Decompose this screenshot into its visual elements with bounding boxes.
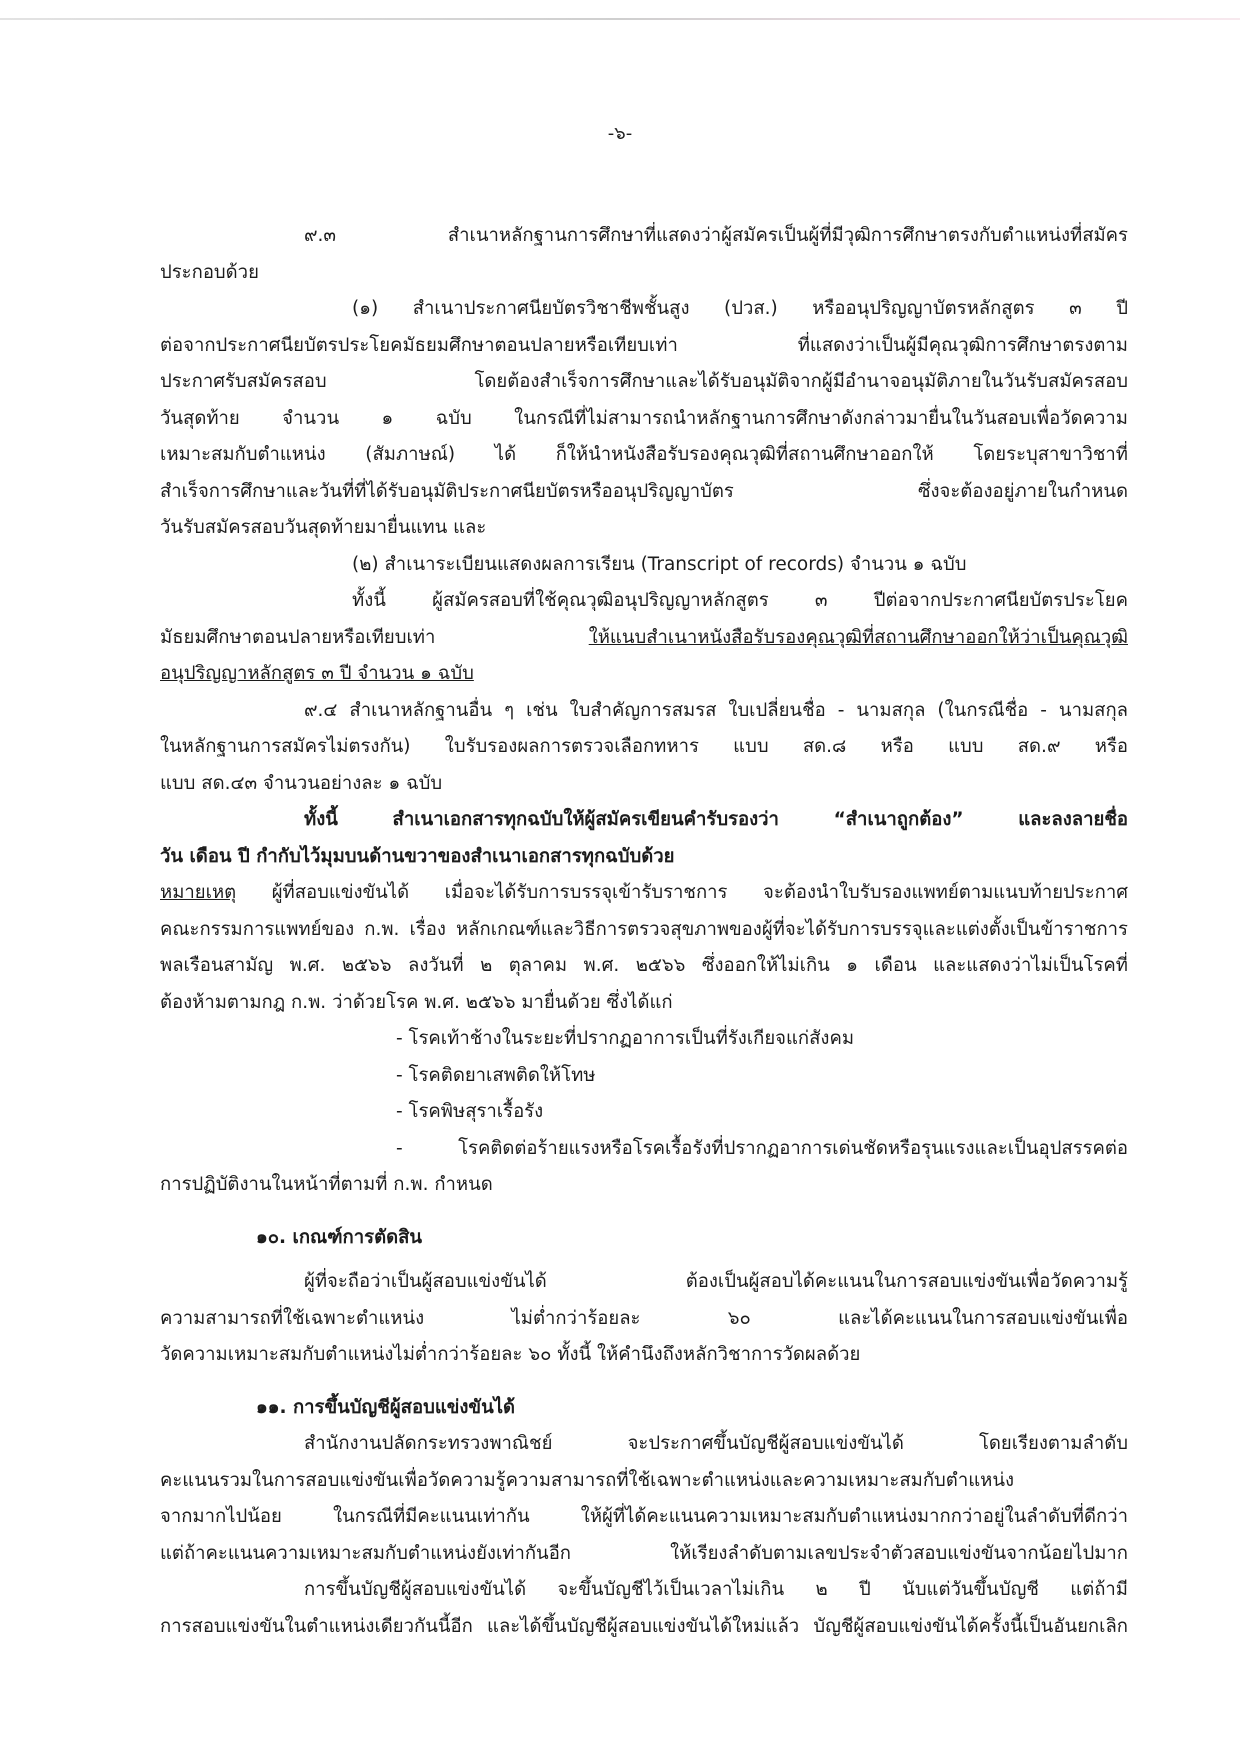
section-heading: ๑๑. การขึ้นบัญชีผู้สอบแข่งขันได้: [256, 1396, 516, 1418]
disease-item: - โรคพิษสุราเรื้อรัง: [396, 1101, 544, 1122]
paragraph-line: คะแนนรวมในการสอบแข่งขันเพื่อวัดความรู้ความสามารถที่ใช้เฉพาะตำแหน่งและความเหมาะสมกับตำแหน่ง: [160, 1469, 1014, 1491]
paragraph-line: วัดความเหมาะสมกับตำแหน่งไม่ต่ำกว่าร้อยละ ๖๐ ทั้งนี้ ให้คำนึงถึงหลักวิชาการวัดผลด้วย: [160, 1344, 861, 1365]
paragraph-line: การขึ้นบัญชีผู้สอบแข่งขันได้ จะขึ้นบัญชีไว้เป็นเวลาไม่เกิน ๒ ปี นับแต่วันขึ้นบัญชี แต่ถ้ามี: [304, 1579, 1128, 1600]
disease-item: - โรคติดต่อร้ายแรงหรือโรคเรื้อรังที่ปรากฏอาการเด่นชัดหรือรุนแรงและเป็นอุปสรรคต่อ: [396, 1137, 1128, 1159]
document-body: [160, 218, 1128, 1645]
paragraph-line: พลเรือนสามัญ พ.ศ. ๒๕๖๖ ลงวันที่ ๒ ตุลาคม พ.ศ. ๒๕๖๖ ซึ่งออกให้ไม่เกิน ๑ เดือน และแสดงว่าไม่เป็นโรคที่: [160, 955, 1128, 976]
section-10: [160, 1220, 1128, 1374]
paragraph-line: (๒) สำเนาระเบียนแสดงผลการเรียน (Transcript of records) จำนวน ๑ ฉบับ: [352, 553, 967, 575]
page-number: -๖-: [607, 123, 633, 144]
paragraph-line: การปฏิบัติงานในหน้าที่ตามที่ ก.พ. กำหนด: [160, 1174, 493, 1195]
paragraph-line: สำนักงานปลัดกระทรวงพาณิชย์ จะประกาศขึ้นบัญชีผู้สอบแข่งขันได้ โดยเรียงตามลำดับ: [304, 1433, 1128, 1454]
paragraph-line: ต้องห้ามตามกฎ ก.พ. ว่าด้วยโรค พ.ศ. ๒๕๖๖ มายื่นด้วย ซึ่งได้แก่: [160, 991, 673, 1013]
underlined-note: อนุปริญญาหลักสูตร ๓ ปี จำนวน ๑ ฉบับ: [160, 663, 474, 684]
paragraph-line: ความสามารถที่ใช้เฉพาะตำแหน่ง ไม่ต่ำกว่าร้อยละ ๖๐ และได้คะแนนในการสอบแข่งขันเพื่อ: [160, 1307, 1128, 1329]
underlined-note: ให้แนบสำเนาหนังสือรับรองคุณวุฒิที่สถานศึกษาออกให้ว่าเป็นคุณวุฒิ: [588, 626, 1128, 648]
paragraph-line: เหมาะสมกับตำแหน่ง (สัมภาษณ์) ได้ ก็ให้นำหนังสือรับรองคุณวุฒิที่สถานศึกษาออกให้ โดยระบุสาขาวิชาที่: [160, 444, 1128, 465]
top-rule: [0, 18, 1240, 20]
note-text: มัธยมศึกษาตอนปลายหรือเทียบเท่า: [160, 626, 589, 648]
paragraph-line: คณะกรรมการแพทย์ของ ก.พ. เรื่อง หลักเกณฑ์และวิธีการตรวจสุขภาพของผู้ที่จะได้รับการบรรจุและแต่งตั้งเป็นข้าราชการ: [160, 918, 1128, 940]
paragraph-line: ในหลักฐานการสมัครไม่ตรงกัน) ใบรับรองผลการตรวจเลือกทหาร แบบ สด.๘ หรือ แบบ สด.๙ หรือ: [160, 736, 1128, 757]
remark-text: ผู้ที่สอบแข่งขันได้ เมื่อจะได้รับการบรรจุเข้ารับราชการ จะต้องนำใบรับรองแพทย์ตามแนบท้ายประกาศ: [236, 882, 1128, 903]
paragraph-line: สำเร็จการศึกษาและวันที่ที่ได้รับอนุมัติประกาศนียบัตรหรืออนุปริญญาบัตร ซึ่งจะต้องอยู่ภายในกำหนด: [160, 480, 1128, 502]
spacer: [160, 1204, 1128, 1220]
section-11: [160, 1390, 1128, 1646]
paragraph-line: ประกอบด้วย: [160, 261, 259, 283]
certify-note: [160, 802, 1128, 875]
paragraph-line: [160, 656, 1128, 693]
paragraph-line: ๙.๓ สำเนาหลักฐานการศึกษาที่แสดงว่าผู้สมัครเป็นผู้ที่มีวุฒิการศึกษาตรงกับตำแหน่งที่สมัคร: [304, 225, 1128, 246]
paragraph-line: ทั้งนี้ ผู้สมัครสอบที่ใช้คุณวุฒิอนุปริญญาหลักสูตร ๓ ปีต่อจากประกาศนียบัตรประโยค: [352, 590, 1128, 611]
disease-item: - โรคติดยาเสพติดให้โทษ: [396, 1064, 596, 1086]
paragraph-line: วันสุดท้าย จำนวน ๑ ฉบับ ในกรณีที่ไม่สามารถนำหลักฐานการศึกษาดังกล่าวมายื่นในวันสอบเพื่อวัดความ: [160, 407, 1128, 429]
paragraph-line: ๙.๔ สำเนาหลักฐานอื่น ๆ เช่น ใบสำคัญการสมรส ใบเปลี่ยนชื่อ - นามสกุล (ในกรณีชื่อ - นามสกุล: [304, 699, 1128, 721]
spacer: [160, 1374, 1128, 1390]
paragraph-line: วัน เดือน ปี กำกับไว้มุมบนด้านขวาของสำเนาเอกสารทุกฉบับด้วย: [160, 845, 675, 867]
paragraph-line: แต่ถ้าคะแนนความเหมาะสมกับตำแหน่งยังเท่ากันอีก ให้เรียงลำดับตามเลขประจำตัวสอบแข่งขันจากน้อยไปมาก: [160, 1542, 1128, 1564]
section-9-3: [160, 218, 1128, 693]
paragraph-line: จากมากไปน้อย ในกรณีที่มีคะแนนเท่ากัน ให้ผู้ที่ได้คะแนนความเหมาะสมกับตำแหน่งมากกว่าอยู่ในลำดับที่ดีกว่า: [160, 1506, 1128, 1527]
section-9-4: [160, 693, 1128, 803]
section-heading: ๑๐. เกณฑ์การตัดสิน: [256, 1226, 423, 1248]
paragraph-line: ทั้งนี้ สำเนาเอกสารทุกฉบับให้ผู้สมัครเขียนคำรับรองว่า “สำเนาถูกต้อง” และลงลายชื่อ: [304, 809, 1128, 830]
spacer: [160, 1256, 1128, 1264]
paragraph-line: แบบ สด.๔๓ จำนวนอย่างละ ๑ ฉบับ: [160, 772, 443, 794]
paragraph-line: (๑) สำเนาประกาศนียบัตรวิชาชีพชั้นสูง (ปวส.) หรืออนุปริญญาบัตรหลักสูตร ๓ ปี: [352, 298, 1128, 319]
paragraph-line: วันรับสมัครสอบวันสุดท้ายมายื่นแทน และ: [160, 517, 487, 538]
paragraph-line: [160, 620, 1128, 657]
paragraph-line: ผู้ที่จะถือว่าเป็นผู้สอบแข่งขันได้ ต้องเป็นผู้สอบได้คะแนนในการสอบแข่งขันเพื่อวัดความรู้: [304, 1271, 1128, 1292]
remark-label: หมายเหตุ: [160, 882, 237, 903]
paragraph-line: การสอบแข่งขันในตำแหน่งเดียวกันนี้อีก และได้ขึ้นบัญชีผู้สอบแข่งขันได้ใหม่แล้ว บัญชีผู้สอบแข่งขันได้ครั้งนี้เป็นอันยกเลิก: [160, 1615, 1128, 1637]
paragraph-line: ต่อจากประกาศนียบัตรประโยคมัธยมศึกษาตอนปลายหรือเทียบเท่า ที่แสดงว่าเป็นผู้มีคุณวุฒิการศึกษาตรงตาม: [160, 334, 1128, 356]
paragraph-line: ประกาศรับสมัครสอบ โดยต้องสำเร็จการศึกษาและได้รับอนุมัติจากผู้มีอำนาจอนุมัติภายในวันรับสมัครสอบ: [160, 371, 1128, 392]
disease-item: - โรคเท้าช้างในระยะที่ปรากฏอาการเป็นที่รังเกียจแก่สังคม: [396, 1028, 855, 1049]
paragraph-line: [160, 875, 1128, 912]
remark-block: [160, 875, 1128, 1204]
